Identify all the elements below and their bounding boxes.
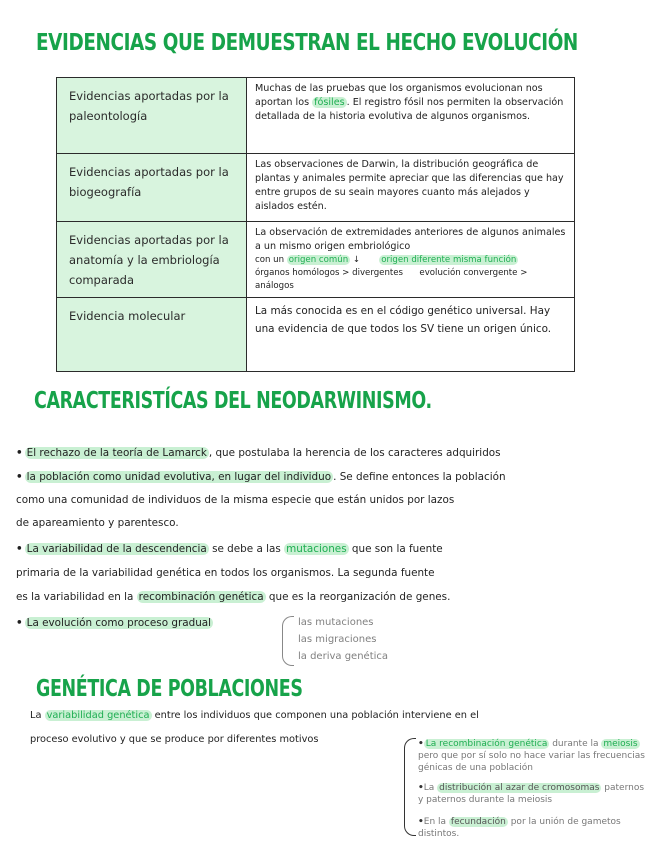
origin-common: origen común bbox=[288, 255, 349, 265]
cause-item bbox=[418, 738, 650, 774]
row-text: La más conocida es en el código genético universal. Hay una evidencia de que todos los SV tiene un origen único. bbox=[247, 298, 575, 372]
row-label: Evidencias aportadas por la biogeografía bbox=[57, 154, 247, 222]
text: pero que por sí solo no hace variar las frecuencias génicas de una población bbox=[418, 751, 645, 773]
bullet: • bbox=[418, 783, 424, 793]
text: se debe a las bbox=[208, 543, 285, 555]
highlight-fosiles: fósiles bbox=[314, 97, 345, 108]
cause-item bbox=[418, 816, 650, 840]
paragraph bbox=[16, 466, 644, 490]
text: entre los individuos que componen una población interviene en el bbox=[151, 710, 479, 721]
text: es la variabilidad en la bbox=[16, 591, 137, 603]
highlight: fecundación bbox=[450, 817, 506, 827]
origin-common-pre: con un bbox=[255, 255, 287, 265]
bullet: • bbox=[16, 447, 23, 459]
gradual-item: las mutaciones bbox=[298, 617, 374, 628]
section-title-genetica: GENÉTICA DE POBLACIONES bbox=[36, 676, 303, 702]
table-row bbox=[57, 298, 575, 372]
table-row bbox=[57, 222, 575, 298]
paragraph bbox=[16, 442, 644, 466]
brace-icon bbox=[404, 738, 416, 836]
text: durante la bbox=[549, 739, 602, 749]
section-title-neodarwinismo: CARACTERISTÍCAS DEL NEODARWINISMO. bbox=[34, 388, 432, 414]
section-title-evidencias: EVIDENCIAS QUE DEMUESTRAN EL HECHO EVOLUCIÓN bbox=[36, 30, 578, 56]
bullet: • bbox=[16, 471, 23, 483]
origin-different: origen diferente misma función bbox=[381, 255, 517, 265]
gradual-item: las migraciones bbox=[298, 634, 377, 645]
row-text-part: Muchas de las pruebas que los organismos evolucionan nos aportan los bbox=[255, 83, 543, 108]
text: que es la reorganización de genes. bbox=[265, 591, 451, 603]
row-text: Las observaciones de Darwin, la distribución geográfica de plantas y animales permite apreciar que las diferencias que hay entre grupos de su seain mayores cuanto más alejados y aislados estén. bbox=[247, 154, 575, 222]
text: . Se define entonces la población bbox=[333, 471, 506, 483]
bullet: • bbox=[16, 543, 23, 555]
highlight: La recombinación genética bbox=[425, 739, 548, 749]
highlight-meiosis: meiosis bbox=[603, 739, 638, 749]
paragraph-line: proceso evolutivo y que se produce por diferentes motivos bbox=[30, 734, 319, 745]
text: paternos y paternos durante la meiosis bbox=[418, 783, 645, 805]
row-text bbox=[247, 222, 575, 298]
highlight-mutaciones: mutaciones bbox=[286, 543, 347, 555]
paragraph-line: primaria de la variabilidad genética en todos los organismos. La segunda fuente bbox=[16, 567, 435, 579]
table-row bbox=[57, 78, 575, 154]
bullet: • bbox=[418, 739, 424, 749]
cause-item bbox=[418, 782, 650, 806]
row-text-part: . El registro fósil nos permiten la observación detallada de la historia evolutiva de algunos organismos. bbox=[255, 97, 564, 122]
brace-icon bbox=[282, 616, 294, 666]
paragraph-line bbox=[16, 586, 644, 610]
table-row bbox=[57, 154, 575, 222]
bullet: • bbox=[16, 617, 23, 629]
paragraph bbox=[16, 538, 644, 562]
origin-line bbox=[255, 254, 566, 267]
row-text bbox=[247, 78, 575, 154]
highlight-variabilidad: variabilidad genética bbox=[46, 710, 150, 721]
text: , que postulaba la herencia de los caracteres adquiridos bbox=[208, 447, 501, 459]
text: En la bbox=[423, 817, 449, 827]
text: por la unión de gametos distintos. bbox=[418, 817, 621, 839]
row-label: Evidencias aportadas por la paleontología bbox=[57, 78, 247, 154]
paragraph-line bbox=[30, 710, 479, 721]
arrow-down-icon: ↓ bbox=[352, 255, 361, 265]
highlight: la población como unidad evolutiva, en lugar del individuo bbox=[26, 471, 332, 483]
text: La bbox=[423, 783, 438, 793]
text: que son la fuente bbox=[348, 543, 443, 555]
highlight: La variabilidad de la descendencia bbox=[26, 543, 207, 555]
bullet: • bbox=[418, 817, 424, 827]
highlight: recombinación genética bbox=[138, 591, 264, 603]
row-label: Evidencias aportadas por la anatomía y la embriología comparada bbox=[57, 222, 247, 298]
row-text-main: La observación de extremidades anteriores de algunos animales a un mismo origen embriológico bbox=[255, 227, 566, 252]
paragraph-line: como una comunidad de individuos de la misma especie que están unidos por lazos bbox=[16, 494, 455, 506]
gradual-item: la deriva genética bbox=[298, 651, 389, 662]
row-label: Evidencia molecular bbox=[57, 298, 247, 372]
result-homologos: órganos homólogos > divergentes bbox=[255, 268, 404, 278]
text: La bbox=[30, 710, 45, 721]
result-convergente: evolución convergente > análogos bbox=[255, 268, 528, 291]
highlight: La evolución como proceso gradual bbox=[26, 617, 212, 629]
evidence-table bbox=[56, 77, 575, 372]
result-line bbox=[255, 267, 566, 293]
highlight: distribución al azar de cromosomas bbox=[439, 783, 600, 793]
highlight: El rechazo de la teoría de Lamarck bbox=[26, 447, 207, 459]
paragraph-line: de apareamiento y parentesco. bbox=[16, 517, 179, 529]
